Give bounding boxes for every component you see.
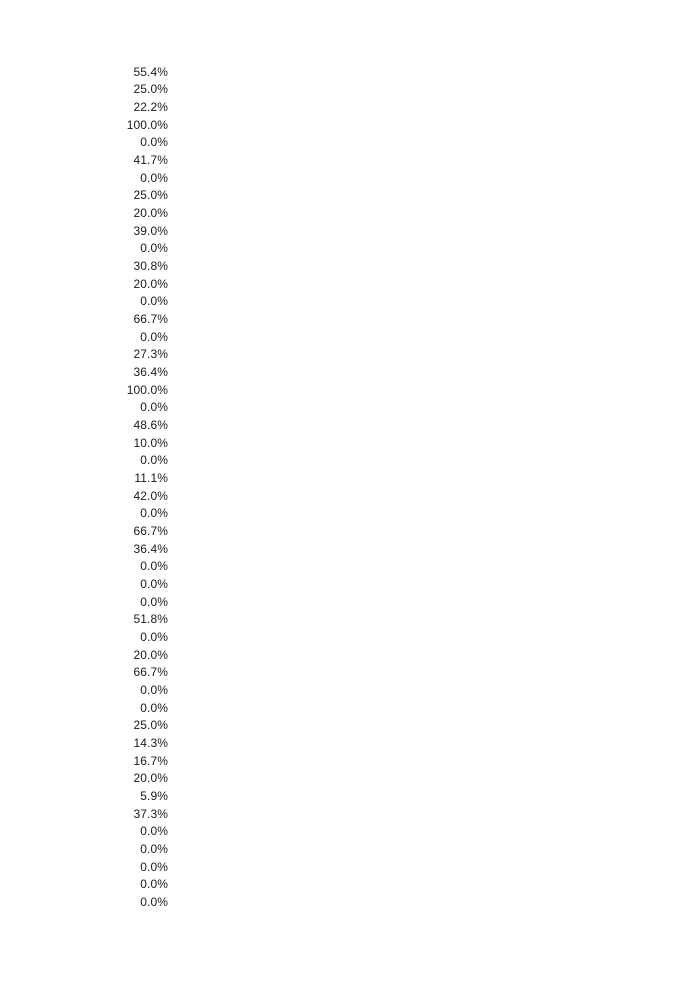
percentage-cell: 39.0% [133, 223, 168, 238]
percentage-cell: 20.0% [133, 771, 168, 786]
percentage-cell: 100.0% [126, 382, 168, 397]
percentage-cell: 0.0% [140, 506, 168, 521]
percentage-cell: 0.0% [140, 895, 168, 910]
percentage-cell: 48.6% [133, 417, 168, 432]
percentage-cell: 37.3% [133, 806, 168, 821]
percentage-cell: 41.7% [133, 152, 168, 167]
percentage-cell: 0.0% [140, 294, 168, 309]
percentage-cell: 0.0% [140, 576, 168, 591]
percentage-cell: 66.7% [133, 523, 168, 538]
percentage-cell: 0.0% [140, 877, 168, 892]
percentage-cell: 51.8% [133, 612, 168, 627]
percentage-cell: 0.0% [140, 329, 168, 344]
percentage-cell: 25.0% [133, 82, 168, 97]
percentage-cell: 10.0% [133, 435, 168, 450]
percentage-cell: 14.3% [133, 736, 168, 751]
percentage-cell: 0.0% [140, 594, 168, 609]
percentage-cell: 55.4% [133, 64, 168, 79]
percentage-cell: 0.0% [140, 170, 168, 185]
percentage-cell: 0.0% [140, 400, 168, 415]
percentage-cell: 20.0% [133, 276, 168, 291]
percentage-cell: 25.0% [133, 718, 168, 733]
percentage-cell: 0.0% [140, 630, 168, 644]
percentage-cell: 0.0% [140, 241, 168, 256]
percentage-cell: 66.7% [133, 311, 168, 326]
percentage-cell: 0.0% [140, 859, 168, 874]
percentage-cell: 36.4% [133, 364, 168, 379]
percentage-cell: 5.9% [140, 789, 168, 804]
percentage-cell: 16.7% [133, 753, 168, 768]
percentage-cell: 20.0% [133, 205, 168, 220]
percentage-column [100, 64, 168, 912]
percentage-cell: 0.0% [140, 135, 168, 150]
percentage-cell: 0.0% [140, 559, 168, 574]
percentage-cell: 36.4% [133, 541, 168, 556]
percentage-cell: 0.0% [140, 700, 168, 715]
percentage-cell: 0.0% [140, 824, 168, 839]
percentage-cell: 27.3% [133, 347, 168, 362]
percentage-cell: 30.8% [133, 258, 168, 273]
percentage-cell: 20.0% [133, 647, 168, 662]
percentage-cell: 0.0% [140, 842, 168, 857]
percentage-cell: 66.7% [133, 665, 168, 680]
percentage-cell: 25.0% [133, 188, 168, 203]
percentage-cell: 0.0% [140, 683, 168, 698]
percentage-cell: 22.2% [133, 99, 168, 114]
percentage-cell: 11.1% [134, 470, 168, 485]
percentage-cell: 0.0% [140, 453, 168, 468]
percentage-cell: 42.0% [133, 488, 168, 503]
percentage-cell: 100.0% [126, 117, 168, 132]
